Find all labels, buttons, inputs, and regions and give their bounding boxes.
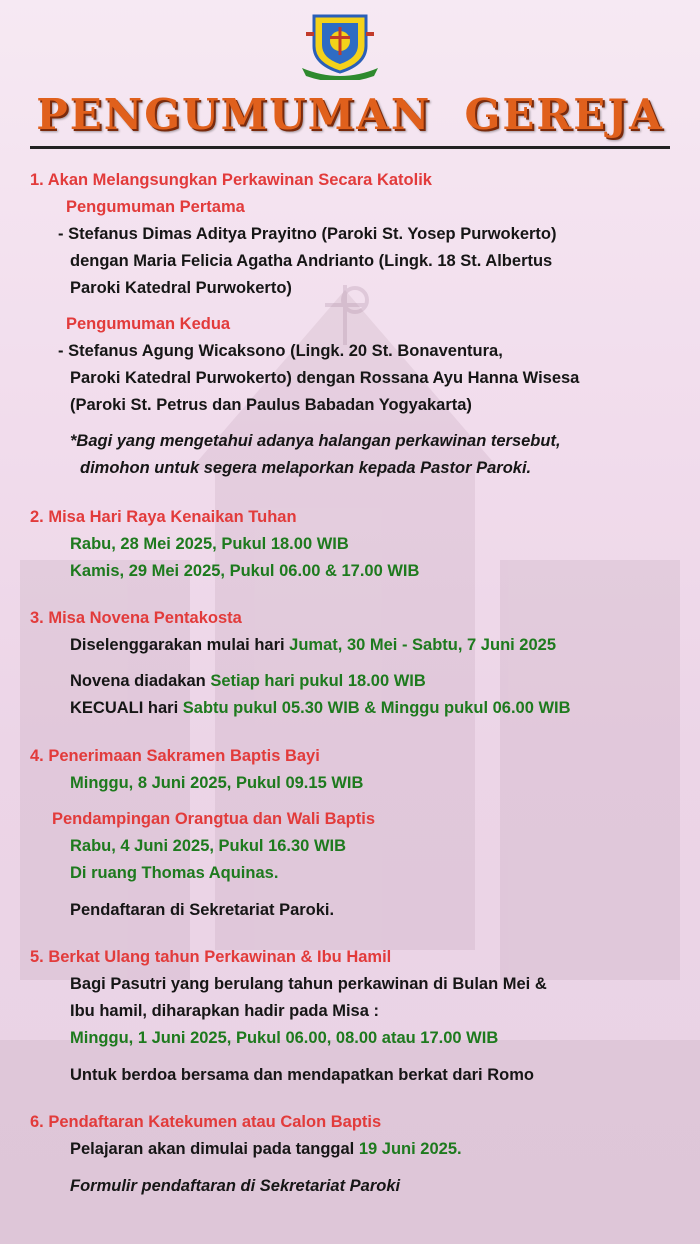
section-1-text: Paroki Katedral Purwokerto) <box>70 279 292 297</box>
section-3-line: KECUALI hari Sabtu pukul 05.30 WIB & Minggu pukul 06.00 WIB <box>70 699 571 717</box>
section-1-text: (Paroki St. Petrus dan Paulus Babadan Yogyakarta) <box>70 396 472 414</box>
section-6-line: Pelajaran akan dimulai pada tanggal 19 Juni 2025. <box>70 1140 462 1158</box>
section-6-note: Formulir pendaftaran di Sekretariat Paroki <box>70 1177 401 1195</box>
section-1-sub-second: Pengumuman Kedua <box>66 315 231 333</box>
parish-crest-logo <box>300 12 380 80</box>
section-1-text: - Stefanus Dimas Aditya Prayitno (Paroki St. Yosep Purwokerto) <box>58 225 557 243</box>
section-1-heading: 1. Akan Melangsungkan Perkawinan Secara Katolik <box>30 171 432 189</box>
section-1-note: dimohon untuk segera melaporkan kepada Pastor Paroki. <box>80 459 532 477</box>
section-5-text: Untuk berdoa bersama dan mendapatkan berkat dari Romo <box>70 1066 534 1084</box>
section-1-text: dengan Maria Felicia Agatha Andrianto (Lingk. 18 St. Albertus <box>70 252 553 270</box>
section-1-text: Paroki Katedral Purwokerto) dengan Rossana Ayu Hanna Wisesa <box>70 369 580 387</box>
section-4-sub: Pendampingan Orangtua dan Wali Baptis <box>52 810 376 828</box>
section-4-schedule: Rabu, 4 Juni 2025, Pukul 16.30 WIB <box>70 837 347 855</box>
section-5-text: Ibu hamil, diharapkan hadir pada Misa : <box>70 1002 379 1020</box>
section-2-schedule: Kamis, 29 Mei 2025, Pukul 06.00 & 17.00 WIB <box>70 562 420 580</box>
section-4-location: Di ruang Thomas Aquinas. <box>70 864 279 882</box>
section-3-highlight: Jumat, 30 Mei - Sabtu, 7 Juni 2025 <box>289 636 557 654</box>
section-5-schedule: Minggu, 1 Juni 2025, Pukul 06.00, 08.00 atau 17.00 WIB <box>70 1029 499 1047</box>
section-1-note: *Bagi yang mengetahui adanya halangan perkawinan tersebut, <box>70 432 561 450</box>
section-1-text: - Stefanus Agung Wicaksono (Lingk. 20 St. Bonaventura, <box>58 342 503 360</box>
section-3-highlight: Sabtu pukul 05.30 WIB & Minggu pukul 06.00 WIB <box>182 699 571 717</box>
section-2-schedule: Rabu, 28 Mei 2025, Pukul 18.00 WIB <box>70 535 349 553</box>
section-3-line: Novena diadakan Setiap hari pukul 18.00 WIB <box>70 672 426 690</box>
title-divider <box>30 146 670 149</box>
section-1-sub-first: Pengumuman Pertama <box>66 198 245 216</box>
section-4-heading: 4. Penerimaan Sakramen Baptis Bayi <box>30 747 320 765</box>
section-3-heading: 3. Misa Novena Pentakosta <box>30 609 242 627</box>
section-6-highlight: 19 Juni 2025. <box>358 1140 462 1158</box>
section-4-schedule: Minggu, 8 Juni 2025, Pukul 09.15 WIB <box>70 774 364 792</box>
page-title: PENGUMUMAN GEREJA <box>36 90 664 139</box>
section-2-heading: 2. Misa Hari Raya Kenaikan Tuhan <box>30 508 297 526</box>
section-4-registration: Pendaftaran di Sekretariat Paroki. <box>70 901 335 919</box>
section-6-heading: 6. Pendaftaran Katekumen atau Calon Baptis <box>30 1113 382 1131</box>
section-5-text: Bagi Pasutri yang berulang tahun perkawinan di Bulan Mei & <box>70 975 547 993</box>
section-5-heading: 5. Berkat Ulang tahun Perkawinan & Ibu Hamil <box>30 948 392 966</box>
section-3-line: Diselenggarakan mulai hari Jumat, 30 Mei - Sabtu, 7 Juni 2025 <box>70 636 557 654</box>
section-3-highlight: Setiap hari pukul 18.00 WIB <box>210 672 426 690</box>
